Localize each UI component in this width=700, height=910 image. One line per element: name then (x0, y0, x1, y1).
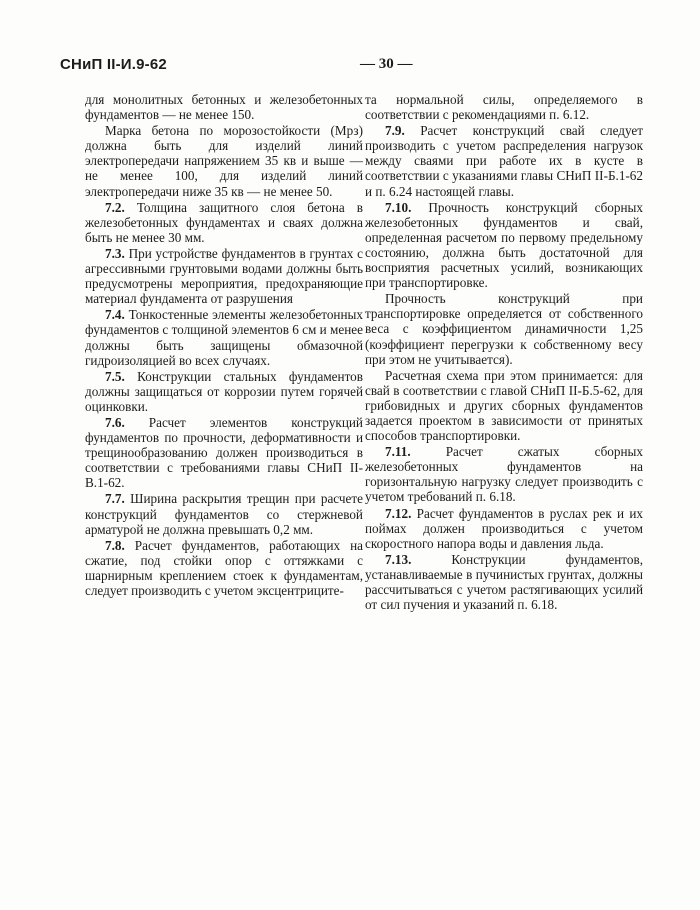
paragraph-text: Прочность конструкций сборных железобетонных фундаментов и свай, определенная расчетом по первому предельному состоянию, должна быть достаточной для восприятия расчетных усилий, возникающих при транспортировке. (365, 199, 644, 291)
clause-number: 7.4. (105, 307, 125, 323)
paragraph (85, 123, 363, 198)
paragraph-text: Марка бетона по морозостойкости (Мрз) должна быть для изделий линий электропередачи напряжением 35 кв и выше — не менее 100, для изделий линий электропередачи ниже 35 кв — не менее 50. (85, 123, 363, 199)
paragraph-text: Тонкостенные элементы железобетонных фундаментов с толщиной элементов 6 см и менее должны быть защищены обмазочной гидроизоляцией во всех случаях. (85, 307, 363, 368)
paragraph-text: Расчет элементов конструкций фундаментов по прочности, деформативности и трещинообразованию должен производиться в соответствии с требованиями главы СНиП II-В.1-62. (85, 414, 363, 491)
paragraph-text: Расчетная схема при этом принимается: для свай в соответствии с главой СНиП II-Б.5-62, для грибовидных и других сборных фундаментов задается проектом в зависимости от принятых способов транспортировки. (365, 367, 643, 444)
paragraph-text: Конструкции фундаментов, устанавливаемые в пучинистых грунтах, должны рассчитываться с учетом растягивающих усилий от сил пучения и указаний п. 6.18. (365, 551, 643, 613)
clause-number: 7.5. (105, 368, 125, 384)
page-header (60, 56, 648, 78)
paragraph-text: Расчет сжатых сборных железобетонных фундаментов на горизонтальную нагрузку следует производить с учетом требований п. 6.18. (365, 444, 643, 505)
paragraph-text: Конструкции стальных фундаментов должны защищаться от коррозии путем горячей оцинковки. (85, 368, 364, 414)
paragraph (85, 538, 363, 598)
paragraph (365, 552, 643, 612)
document-code: СНиП II-И.9-62 (60, 56, 167, 73)
paragraph (85, 246, 363, 306)
paragraph-text: Расчет фундаментов в руслах рек и их поймах должен производиться с учетом скоростного напора воды и давления льда. (365, 505, 643, 551)
clause-number: 7.6. (105, 414, 125, 430)
clause-number: 7.10. (385, 199, 412, 215)
clause-number: 7.12. (385, 505, 412, 521)
paragraph-text: Прочность конструкций при транспортировке определяется от собственного веса с коэффициентом динамичности 1,25 (коэффициент перегрузки к собственному весу при этом не учитывается). (365, 291, 643, 367)
paragraph-text: для монолитных бетонных и железобетонных фундаментов — не менее 150. (85, 92, 363, 123)
paragraph-text: та нормальной силы, определяемого в соответствии с рекомендациями п. 6.12. (365, 92, 643, 123)
paragraph-text: Толщина защитного слоя бетона в железобетонных фундаментах и сваях должна быть не менее 30 мм. (85, 199, 364, 245)
paragraph (365, 506, 643, 551)
paragraph (85, 369, 363, 414)
paragraph (85, 307, 363, 367)
clause-number: 7.7. (105, 491, 125, 507)
paragraph (365, 291, 643, 366)
paragraph (85, 200, 363, 245)
paragraph (365, 200, 643, 291)
paragraph (85, 92, 363, 122)
paragraph (85, 415, 363, 490)
clause-number: 7.3. (105, 245, 125, 261)
clause-number: 7.8. (105, 537, 125, 553)
paragraph-text: При устройстве фундаментов в грунтах с агрессивными грунтовыми водами должны быть предусмотрены мероприятия, предохраняющие материал фундамента от разрушения (85, 245, 363, 307)
left-column (85, 92, 363, 598)
paragraph (85, 491, 363, 536)
clause-number: 7.2. (105, 199, 125, 215)
clause-number: 7.11. (385, 444, 411, 460)
paragraph (365, 444, 643, 504)
page-number: — 30 — (360, 56, 413, 72)
clause-number: 7.9. (385, 123, 405, 139)
paragraph-text: Расчет конструкций свай следует производить с учетом распределения нагрузок между сваями при работе их в кусте в соответствии с указаниями главы СНиП II-Б.1-62 и п. 6.24 настоящей главы. (365, 123, 643, 199)
paragraph-text: Ширина раскрытия трещин при расчете конструкций фундаментов со стержневой арматурой не должна превышать 0,2 мм. (85, 491, 363, 537)
right-column (365, 92, 643, 612)
paragraph (365, 368, 643, 443)
paragraph (365, 123, 643, 198)
clause-number: 7.13. (385, 551, 412, 567)
paragraph-text: Расчет фундаментов, работающих на сжатие, под стойки опор с оттяжками с шарнирным креплением стоек к фундаментам, следует производить с учетом эксцентриците- (85, 537, 363, 598)
paragraph (365, 92, 643, 122)
